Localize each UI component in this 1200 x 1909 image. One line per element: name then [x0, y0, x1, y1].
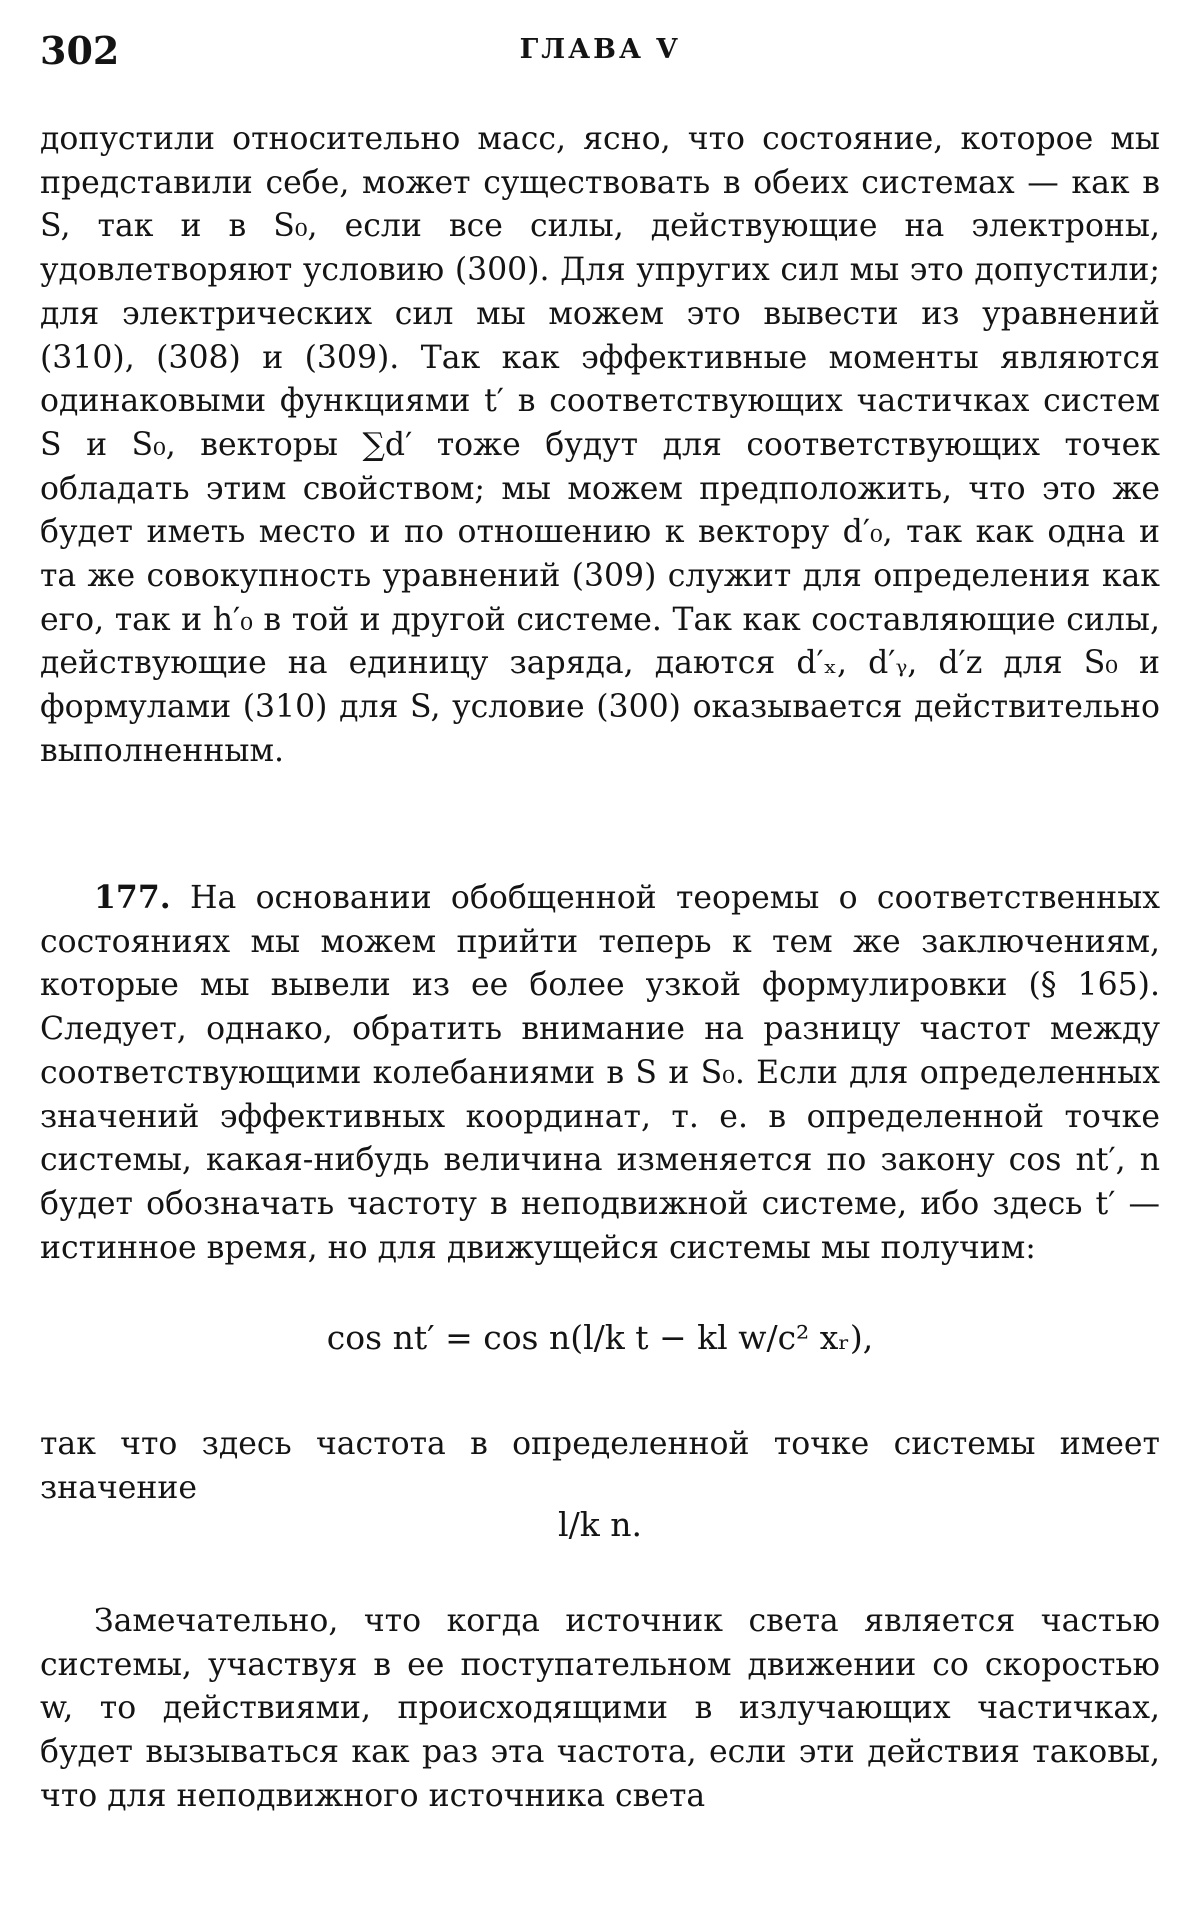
paragraph-text [40, 876, 1160, 1270]
paragraph-frequency-value [40, 1423, 1160, 1510]
section-177 [40, 876, 1160, 1270]
page-number: 302 [40, 28, 120, 73]
paragraph-light-source [40, 1600, 1160, 1819]
paragraph-continuation [40, 118, 1160, 774]
equation-frequency-transform: cos nt′ = cos n(l/k t − kl w/c² xᵣ), [326, 1318, 874, 1357]
paragraph-text: так что здесь частота в определенной точке системы имеет значение [40, 1426, 1160, 1506]
chapter-title: ГЛАВА V [519, 34, 681, 65]
equation-frequency: l/k n. [558, 1505, 642, 1544]
paragraph-text: Замечательно, что когда источник света является частью системы, участвуя в ее поступательном движении со скоростью w, то действиями, происходящими в излучающих частичках, будет вызываться как раз эта частота, если эти действия таковы, что для неподвижного источника света [40, 1603, 1160, 1814]
section-body: На основании обобщенной теоремы о соответственных состояниях мы можем прийти теперь к тем же заключениям, которые мы вывели из ее более узкой формулировки (§ 165). Следует, однако, обратить внимание на разницу частот между соответствующими колебаниями в S и S₀. Если для определенных значений эффективных координат, т. е. в определенной точке системы, какая-нибудь величина изменяется по закону cos nt′, n будет обозначать частоту в неподвижной системе, ибо здесь t′ — истинное время, но для движущейся системы мы получим: [40, 880, 1160, 1266]
paragraph-text: допустили относительно масс, ясно, что состояние, которое мы представили себе, может существовать в обеих системах — как в S, так и в S₀, если все силы, действующие на электроны, удовлетворяют условию (300). Для упругих сил мы это допустили; для электрических сил мы можем это вывести из уравнений (310), (308) и (309). Так как эффективные моменты являются одинаковыми функциями t′ в соответствующих частичках систем S и S₀, векторы ∑d′ тоже будут для соответствующих точек обладать этим свойством; мы можем предположить, что это же будет иметь место и по отношению к вектору d′₀, так как одна и та же совокупность уравнений (309) служит для определения как его, так и h′₀ в той и другой системе. Так как составляющие силы, действующие на единицу заряда, даются d′ₓ, d′ᵧ, d′z для S₀ и формулами (310) для S, условие (300) оказывается действительно выполненным. [40, 121, 1160, 769]
page-header [40, 28, 1160, 78]
section-number: 177. [94, 879, 171, 916]
